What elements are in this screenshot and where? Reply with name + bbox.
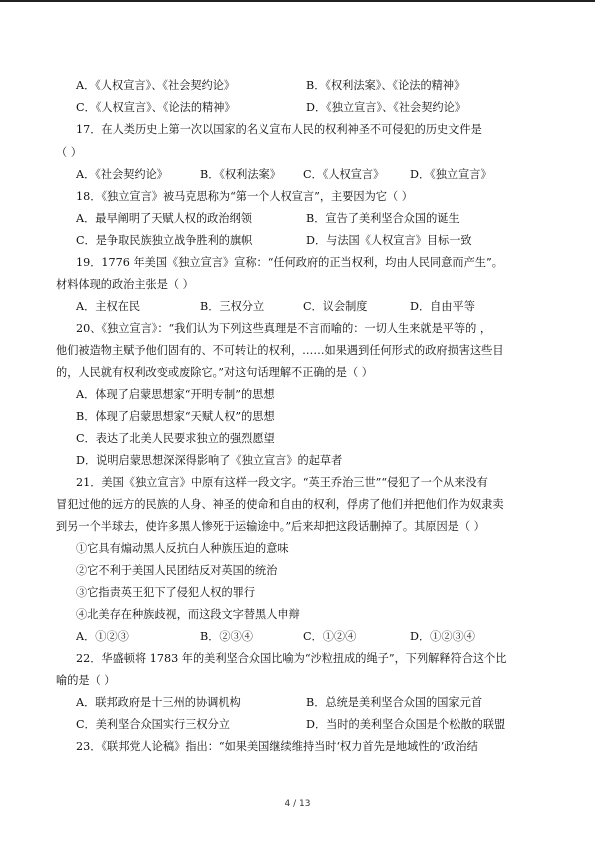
q22-option-b: B．总统是美利坚合众国的国家元首 — [306, 696, 483, 709]
q19-option-c: C．议会制度 — [303, 300, 368, 313]
q18-option-d: D．与法国《人权宣言》目标一致 — [306, 234, 472, 247]
q23-stem-line1: 23．《联邦党人论稿》指出：“如果美国继续维持当时‘权力首先是地域性的’政治结 — [76, 740, 478, 753]
q16-option-c: C．《人权宣言》、《论法的精神》 — [76, 101, 236, 114]
q21-stem-line3: 到另一个半球去，使许多黑人惨死于运输途中。”后来却把这段话删掉了。其原因是（ ） — [56, 520, 485, 533]
q21-item-2: ②它不利于美国人民团结反对英国的统治 — [76, 564, 278, 577]
q17-option-b: B．《权利法案》 — [200, 168, 281, 181]
q19-option-d: D．自由平等 — [410, 300, 475, 313]
q21-option-d: D．①②③④ — [410, 630, 475, 643]
q21-options — [76, 630, 556, 644]
q19-option-b: B．三权分立 — [200, 300, 265, 313]
q21-option-a: A．①②③ — [76, 630, 129, 643]
q16-option-d: D．《独立宣言》、《社会契约论》 — [306, 101, 466, 114]
q22-stem-line1: 22．华盛顿将 1783 年的美利坚合众国比喻为“沙粒扭成的绳子”，下列解释符合这个比 — [76, 652, 507, 665]
q17-option-d: D．《独立宣言》 — [410, 168, 492, 181]
q18-option-a: A．最早阐明了天赋人权的政治纲领 — [76, 212, 252, 225]
q21-stem-line1: 21．美国《独立宣言》中原有这样一段文字。“英王乔治三世”“侵犯了一个从来没有 — [76, 476, 488, 489]
q17-stem-line2: （ ） — [56, 146, 82, 159]
q21-stem-line2: 冒犯过他的远方的民族的人身、神圣的使命和自由的权利，俘虏了他们并把他们作为奴隶卖 — [56, 498, 504, 511]
q19-options — [76, 300, 556, 314]
q20-option-a: A．体现了启蒙思想家“开明专制”的思想 — [76, 388, 275, 401]
q20-option-b: B．体现了启蒙思想家“天赋人权”的思想 — [76, 410, 275, 423]
q22-option-c: C．美利坚合众国实行三权分立 — [76, 718, 230, 731]
q19-stem-line1: 19．1776 年美国《独立宣言》宣称：“任何政府的正当权利，均由人民同意而产生”。 — [76, 256, 503, 269]
q20-stem-line1: 20、《独立宣言》：“我们认为下列这些真理是不言而喻的：一切人生来就是平等的 ， — [76, 322, 492, 335]
q19-stem-line2: 材料体现的政治主张是（ ） — [56, 278, 194, 291]
q22-stem-line2: 喻的是（ ） — [56, 674, 116, 687]
q22-option-a: A．联邦政府是十三州的协调机构 — [76, 696, 241, 709]
q17-option-c: C．《人权宣言》 — [303, 168, 385, 181]
q16-option-a: A．《人权宣言》、《社会契约论》 — [76, 79, 236, 92]
q18-stem: 18．《独立宣言》被马克思称为“第一个人权宣言”，主要因为它（ ） — [76, 190, 413, 203]
q18-option-b: B．宣告了美利坚合众国的诞生 — [306, 212, 460, 225]
q21-item-3: ③它指责英王犯下了侵犯人权的罪行 — [76, 586, 256, 599]
q21-option-b: B．②③④ — [200, 630, 253, 643]
q20-option-d: D．说明启蒙思想深深得影响了《独立宣言》的起草者 — [76, 454, 343, 467]
q20-stem-line3: 的，人民就有权利改变或废除它。”对这句话理解不正确的是（ ） — [56, 366, 373, 379]
q21-option-c: C．①②④ — [303, 630, 357, 643]
q20-option-c: C．表达了北美人民要求独立的强烈愿望 — [76, 432, 275, 445]
page-number: 4 / 13 — [284, 799, 311, 809]
q17-option-a: A．《社会契约论》 — [76, 168, 168, 181]
q17-options — [76, 168, 556, 182]
q22-option-d: D．当时的美利坚合众国是个松散的联盟 — [306, 718, 506, 731]
q19-option-a: A．主权在民 — [76, 300, 141, 313]
q17-stem-line1: 17．在人类历史上第一次以国家的名义宣布人民的权利神圣不可侵犯的历史文件是 — [76, 123, 482, 136]
q16-option-b: B．《权利法案》、《论法的精神》 — [306, 79, 466, 92]
q21-item-1: ①它具有煽动黑人反抗白人种族压迫的意味 — [76, 542, 289, 555]
q20-stem-line2: 他们被造物主赋予他们固有的、不可转让的权利，……如果遇到任何形式的政府损害这些目 — [56, 344, 504, 357]
q21-item-4: ④北美存在种族歧视，而这段文字替黑人申辩 — [76, 608, 300, 621]
q18-option-c: C．是争取民族独立战争胜利的旗帜 — [76, 234, 253, 247]
